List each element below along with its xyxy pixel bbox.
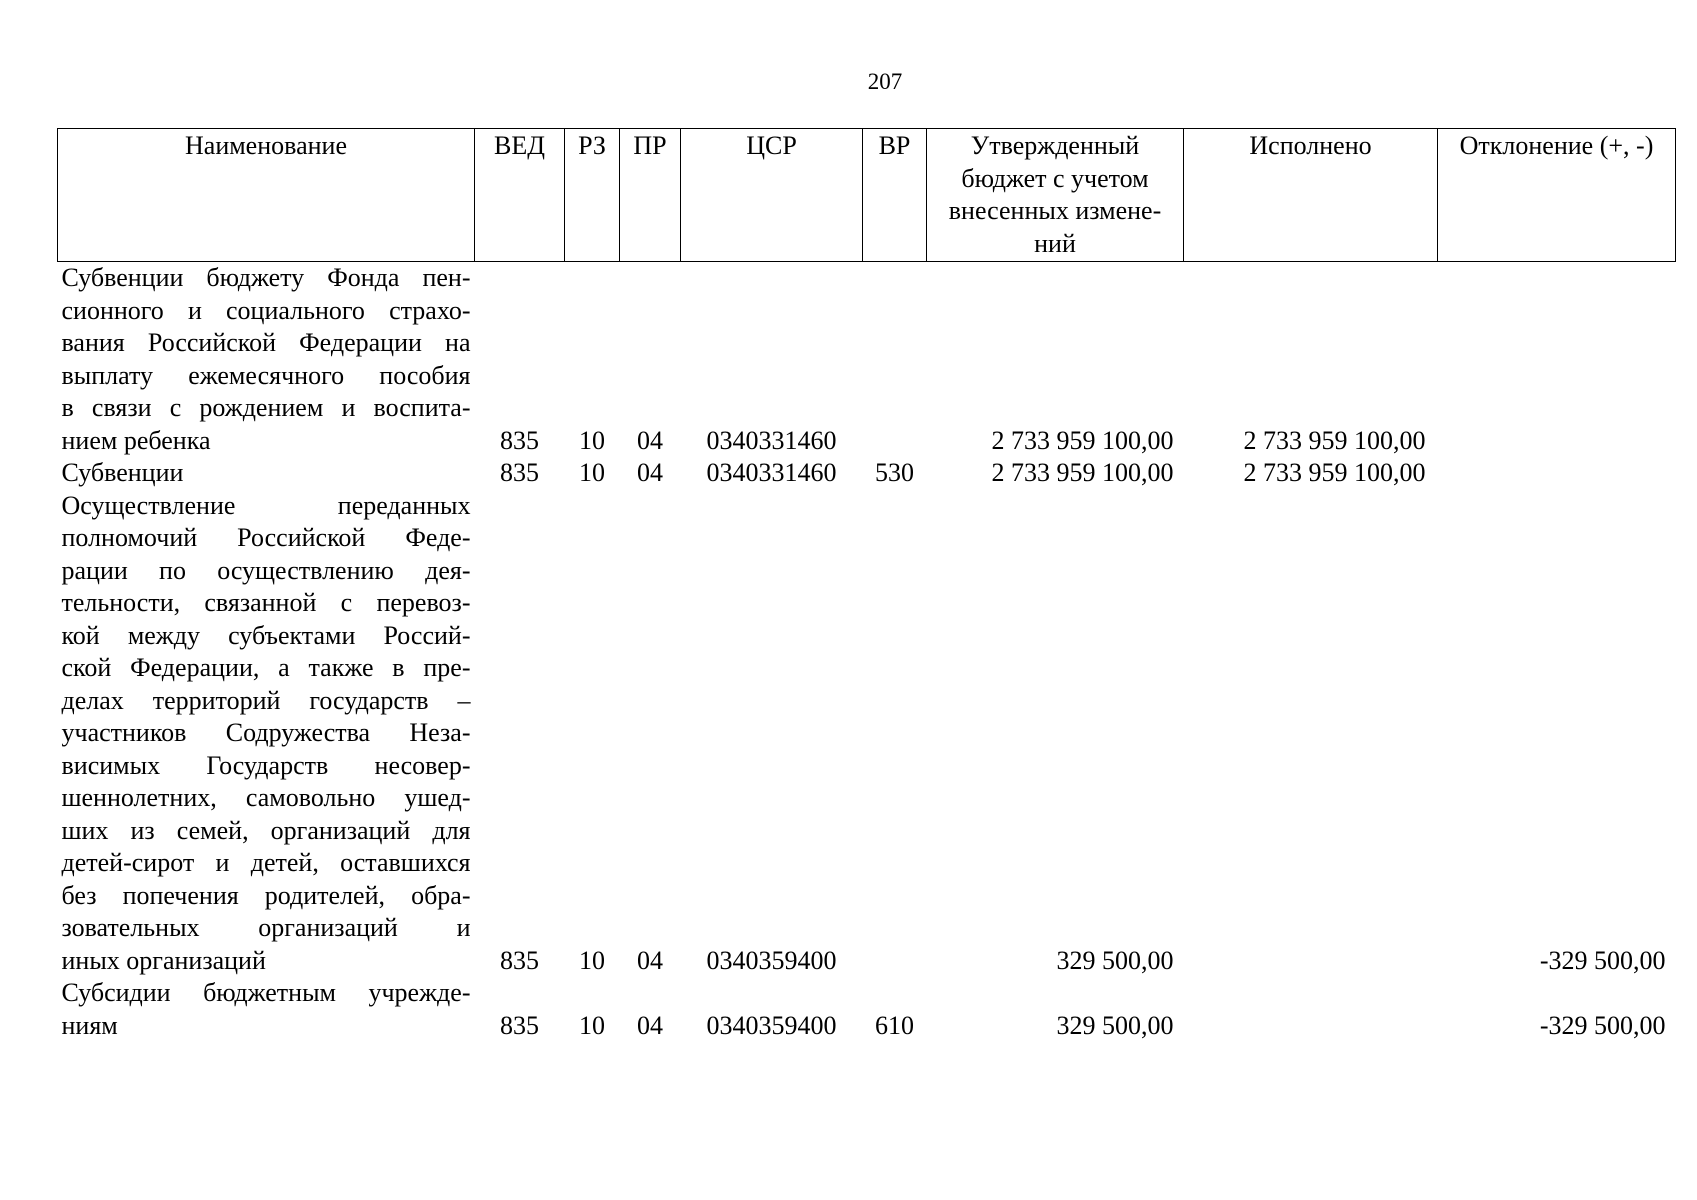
name-line: в связи с рождением и воспита- (61, 393, 471, 422)
name-line: ниям (61, 1010, 118, 1040)
cell-deviation (1438, 457, 1676, 490)
name-line: иных организаций (61, 945, 266, 975)
name-line: участников Содружества Неза- (61, 718, 471, 747)
cell-ved: 835 (500, 1010, 539, 1040)
cell-name (58, 262, 475, 458)
name-line: зовательных организаций и (61, 913, 471, 942)
name-line: тельности, связанной с перевоз- (61, 588, 471, 617)
cell-name (58, 457, 475, 490)
cell-vr (863, 262, 927, 458)
cell-budget: 2 733 959 100,00 (991, 425, 1174, 455)
name-line: без попечения родителей, обра- (61, 880, 471, 910)
name-line: нием ребенка (61, 425, 211, 455)
name-line: выплату ежемесячного пособия (61, 360, 471, 390)
table-row (58, 457, 1676, 490)
name-line: шеннолетних, самовольно ушед- (61, 783, 471, 812)
cell-pr: 04 (637, 458, 663, 487)
cell-executed (1184, 977, 1438, 1042)
header-ved: ВЕД (475, 129, 565, 262)
cell-name (58, 490, 475, 978)
cell-executed (1184, 490, 1438, 978)
header-deviation: Отклонение (+, -) (1438, 129, 1676, 262)
header-budget: Утвержденный бюджет с учетом внесенных измене-ний (927, 129, 1184, 262)
name-line: делах территорий государств – (61, 685, 471, 715)
cell-executed: 2 733 959 100,00 (1243, 425, 1426, 455)
header-vr: ВР (863, 129, 927, 262)
name-line: Субсидии бюджетным учрежде- (61, 978, 471, 1007)
table-row (58, 490, 1676, 978)
cell-ved: 835 (500, 458, 539, 487)
cell-pr: 04 (637, 945, 663, 975)
cell-vr: 530 (875, 458, 914, 487)
cell-pr: 04 (637, 1010, 663, 1040)
table-row (58, 262, 1676, 458)
name-line: Субвенции бюджету Фонда пен- (61, 263, 471, 292)
header-pr: ПР (620, 129, 681, 262)
cell-executed: 2 733 959 100,00 (1243, 458, 1426, 487)
cell-budget: 329 500,00 (1056, 945, 1174, 975)
name-line: детей-сирот и детей, оставшихся (61, 848, 471, 877)
table-header (58, 129, 1676, 262)
cell-rz: 10 (579, 425, 605, 455)
name-line: сионного и социального страхо- (61, 295, 471, 325)
name-line: полномочий Российской Феде- (61, 523, 471, 552)
cell-deviation: -329 500,00 (1539, 1010, 1666, 1040)
cell-pr: 04 (637, 425, 663, 455)
name-line: рации по осуществлению дея- (61, 555, 471, 585)
name-line: ших из семей, организаций для (61, 815, 471, 845)
cell-vr (863, 490, 927, 978)
name-line: ской Федерации, а также в пре- (61, 653, 471, 682)
header-executed: Исполнено (1184, 129, 1438, 262)
cell-ved: 835 (500, 425, 539, 455)
cell-budget: 329 500,00 (1056, 1010, 1174, 1040)
cell-rz: 10 (579, 945, 605, 975)
name-line: висимых Государств несовер- (61, 750, 471, 780)
header-rz: РЗ (565, 129, 620, 262)
cell-deviation (1438, 262, 1676, 458)
name-line: кой между субъектами Россий- (61, 620, 471, 650)
name-line: вания Российской Федерации на (61, 328, 471, 357)
name-line: Субвенции (61, 458, 184, 487)
cell-ved: 835 (500, 945, 539, 975)
cell-rz: 10 (579, 458, 605, 487)
cell-deviation: -329 500,00 (1539, 945, 1666, 975)
table-row (58, 977, 1676, 1042)
header-name: Наименование (58, 129, 475, 262)
cell-name (58, 977, 475, 1042)
cell-csr: 0340331460 (706, 458, 837, 487)
cell-vr: 610 (875, 1010, 914, 1040)
cell-csr: 0340359400 (706, 1010, 837, 1040)
page-number: 207 (867, 69, 903, 94)
budget-execution-table (57, 128, 1676, 1042)
cell-csr: 0340331460 (706, 425, 837, 455)
cell-csr: 0340359400 (706, 945, 837, 975)
cell-rz: 10 (579, 1010, 605, 1040)
cell-budget: 2 733 959 100,00 (991, 458, 1174, 487)
header-csr: ЦСР (681, 129, 863, 262)
name-line: Осуществление переданных (61, 490, 471, 520)
table-body (58, 262, 1676, 1043)
